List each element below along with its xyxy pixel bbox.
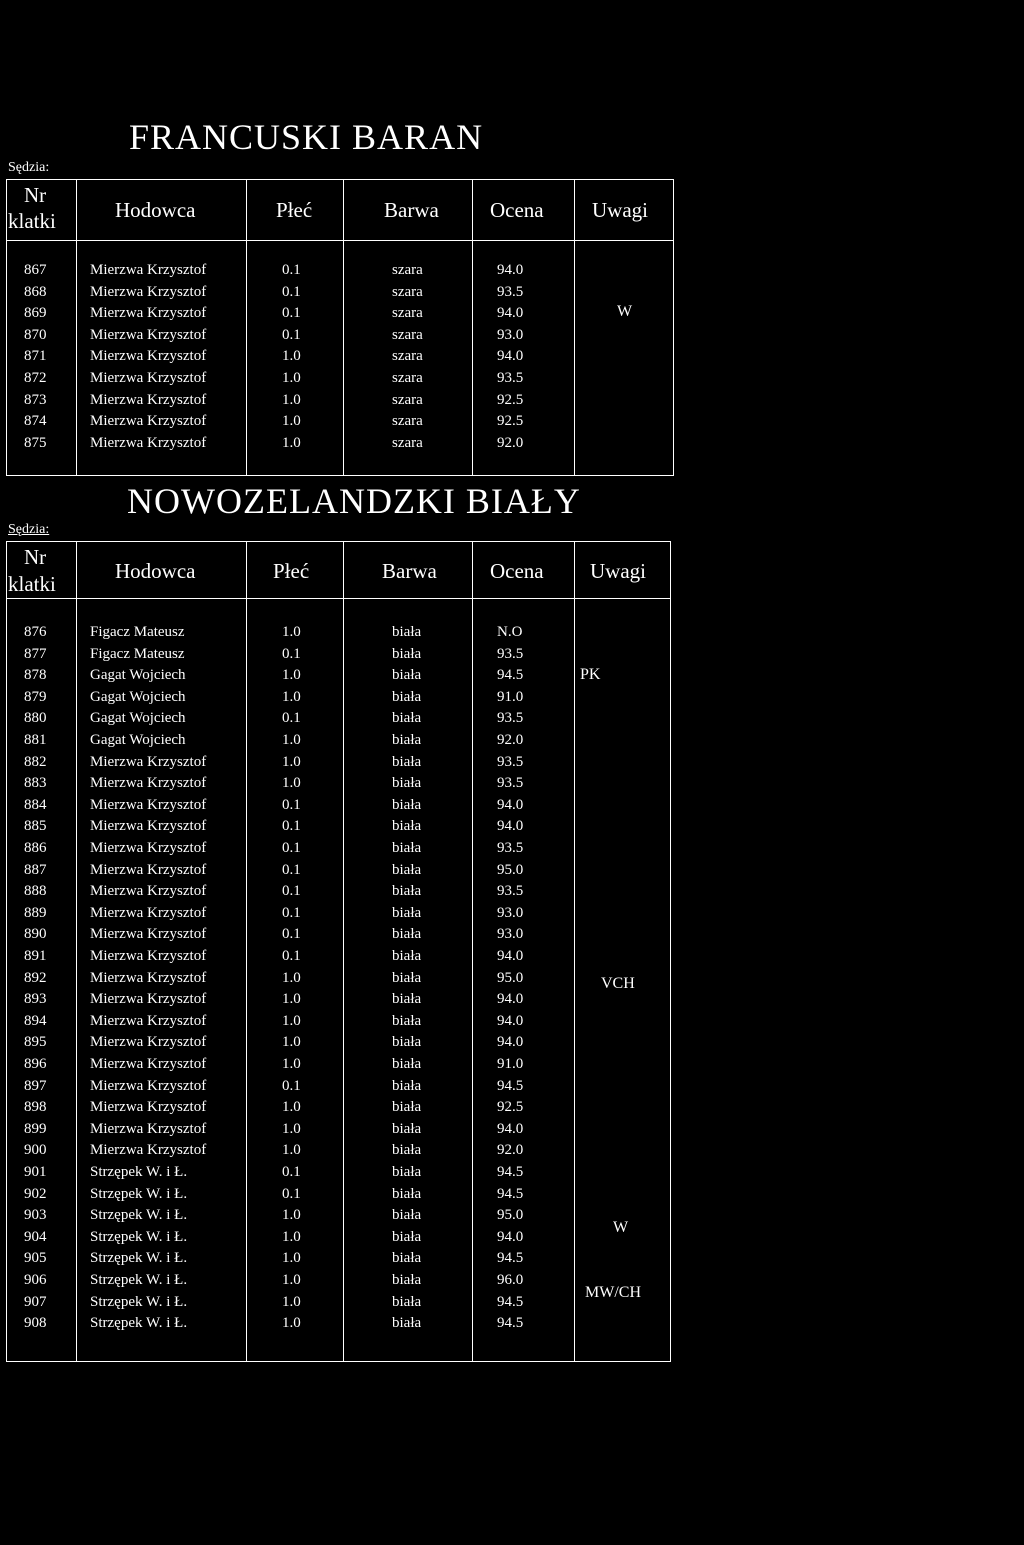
section2-header-klatki: klatki (8, 572, 56, 596)
score-cell: 94.0 (497, 262, 524, 278)
cage-number-cell: 888 (24, 883, 47, 900)
color-cell: biała (392, 1207, 422, 1224)
section1-header-breeder: Hodowca (115, 198, 196, 222)
breeder-cell: Mierzwa Krzysztof (90, 1120, 207, 1137)
breeder-cell: Mierzwa Krzysztof (90, 262, 207, 278)
section2-judge-label: Sędzia: (8, 522, 50, 537)
color-cell: biała (392, 645, 422, 662)
score-cell: 93.0 (497, 926, 524, 943)
section1-header-klatki: klatki (8, 209, 56, 233)
cage-number-cell: 885 (24, 818, 47, 835)
color-cell: biała (392, 883, 422, 900)
color-cell: biała (392, 1012, 422, 1029)
cage-number-cell: 907 (24, 1293, 47, 1310)
table-row (0, 838, 672, 860)
sex-cell: 0.1 (282, 926, 301, 943)
table-row (0, 665, 672, 687)
sex-cell: 1.0 (282, 1228, 301, 1245)
table-row (0, 1313, 672, 1335)
breeder-cell: Mierzwa Krzysztof (90, 904, 207, 921)
score-cell: 94.0 (497, 348, 524, 365)
breeder-cell: Strzępek W. i Ł. (90, 1315, 188, 1332)
sex-cell: 0.1 (282, 1164, 301, 1180)
color-cell: szara (392, 262, 423, 278)
table-row (0, 433, 672, 455)
color-cell: szara (392, 413, 423, 430)
cage-number-cell: 883 (24, 775, 47, 792)
color-cell: szara (392, 370, 423, 386)
score-cell: 94.5 (497, 667, 524, 684)
section2-note-mwch: MW/CH (585, 1284, 641, 1301)
score-cell: N.O (497, 624, 523, 640)
table-row (0, 1054, 672, 1076)
sex-cell: 1.0 (282, 991, 301, 1008)
sex-cell: 1.0 (282, 1099, 301, 1116)
table-row (0, 946, 672, 968)
cage-number-cell: 893 (24, 991, 47, 1008)
cage-number-cell: 906 (24, 1272, 47, 1288)
sex-cell: 1.0 (282, 1034, 301, 1051)
score-cell: 94.0 (497, 1120, 524, 1137)
table-row (0, 282, 672, 304)
cage-number-cell: 879 (24, 688, 47, 705)
breeder-cell: Mierzwa Krzysztof (90, 348, 207, 365)
color-cell: biała (392, 1272, 422, 1288)
cage-number-cell: 900 (24, 1142, 47, 1159)
color-cell: szara (392, 391, 423, 408)
sex-cell: 1.0 (282, 348, 301, 365)
color-cell: biała (392, 1034, 422, 1051)
score-cell: 91.0 (497, 688, 524, 705)
score-cell: 93.5 (497, 753, 524, 770)
score-cell: 93.0 (497, 904, 524, 921)
breeder-cell: Strzępek W. i Ł. (90, 1185, 188, 1202)
breeder-cell: Strzępek W. i Ł. (90, 1164, 188, 1180)
section2-header-color: Barwa (382, 559, 437, 583)
section1-header-notes: Uwagi (592, 198, 648, 222)
score-cell: 94.0 (497, 818, 524, 835)
cage-number-cell: 886 (24, 840, 47, 856)
table-row (0, 303, 672, 325)
color-cell: biała (392, 796, 422, 813)
breeder-cell: Mierzwa Krzysztof (90, 840, 207, 856)
score-cell: 94.5 (497, 1185, 524, 1202)
sex-cell: 1.0 (282, 1293, 301, 1310)
score-cell: 94.0 (497, 991, 524, 1008)
color-cell: biała (392, 753, 422, 770)
section2-header-nr: Nr (24, 545, 47, 569)
breeder-cell: Strzępek W. i Ł. (90, 1293, 188, 1310)
table-row (0, 1076, 672, 1098)
table-row (0, 1205, 672, 1227)
score-cell: 92.0 (497, 1142, 524, 1159)
sex-cell: 0.1 (282, 904, 301, 921)
color-cell: szara (392, 283, 423, 300)
cage-number-cell: 875 (24, 434, 47, 451)
cage-number-cell: 884 (24, 796, 47, 813)
score-cell: 92.5 (497, 413, 524, 430)
table-row (0, 1140, 672, 1162)
table-row (0, 795, 672, 817)
sex-cell: 0.1 (282, 262, 301, 278)
breeder-cell: Figacz Mateusz (90, 624, 185, 640)
sex-cell: 1.0 (282, 969, 301, 986)
table-row (0, 903, 672, 925)
section2-note-vch: VCH (601, 975, 635, 992)
table-row (0, 1227, 672, 1249)
breeder-cell: Mierzwa Krzysztof (90, 283, 207, 300)
cage-number-cell: 880 (24, 710, 47, 727)
color-cell: szara (392, 305, 423, 322)
breeder-cell: Mierzwa Krzysztof (90, 861, 207, 878)
color-cell: biała (392, 710, 422, 727)
table-row (0, 1248, 672, 1270)
section2-header-notes: Uwagi (590, 559, 646, 583)
color-cell: biała (392, 1228, 422, 1245)
sex-cell: 1.0 (282, 688, 301, 705)
breeder-cell: Mierzwa Krzysztof (90, 326, 207, 343)
section1-judge-label: Sędzia: (8, 160, 50, 175)
table-row (0, 881, 672, 903)
table-row (0, 1184, 672, 1206)
score-cell: 94.0 (497, 948, 524, 964)
cage-number-cell: 882 (24, 753, 47, 770)
table-row (0, 816, 672, 838)
sex-cell: 1.0 (282, 370, 301, 386)
cage-number-cell: 871 (24, 348, 47, 365)
breeder-cell: Mierzwa Krzysztof (90, 753, 207, 770)
table-row (0, 773, 672, 795)
table-row (0, 390, 672, 412)
cage-number-cell: 904 (24, 1228, 47, 1245)
table-row (0, 860, 672, 882)
score-cell: 95.0 (497, 861, 524, 878)
breeder-cell: Mierzwa Krzysztof (90, 796, 207, 813)
score-cell: 93.5 (497, 775, 524, 792)
breeder-cell: Mierzwa Krzysztof (90, 391, 207, 408)
color-cell: biała (392, 1120, 422, 1137)
cage-number-cell: 908 (24, 1315, 47, 1332)
cage-number-cell: 872 (24, 370, 47, 386)
sex-cell: 1.0 (282, 1207, 301, 1224)
sex-cell: 1.0 (282, 1272, 301, 1288)
sex-cell: 0.1 (282, 948, 301, 964)
breeder-cell: Mierzwa Krzysztof (90, 370, 207, 386)
color-cell: szara (392, 326, 423, 343)
sex-cell: 0.1 (282, 1077, 301, 1094)
score-cell: 96.0 (497, 1272, 524, 1288)
table-row (0, 346, 672, 368)
cage-number-cell: 898 (24, 1099, 47, 1116)
table-row (0, 325, 672, 347)
breeder-cell: Mierzwa Krzysztof (90, 305, 207, 322)
color-cell: biała (392, 1056, 422, 1072)
cage-number-cell: 892 (24, 969, 47, 986)
table-row (0, 644, 672, 666)
cage-number-cell: 890 (24, 926, 47, 943)
breeder-cell: Mierzwa Krzysztof (90, 969, 207, 986)
cage-number-cell: 903 (24, 1207, 47, 1224)
cage-number-cell: 894 (24, 1012, 47, 1029)
score-cell: 93.5 (497, 840, 524, 856)
sex-cell: 0.1 (282, 840, 301, 856)
table-row (0, 1119, 672, 1141)
section2-title: NOWOZELANDZKI BIAŁY (127, 481, 581, 521)
section2-header-breeder: Hodowca (115, 559, 196, 583)
score-cell: 94.5 (497, 1077, 524, 1094)
table-row (0, 1097, 672, 1119)
color-cell: biała (392, 969, 422, 986)
sex-cell: 1.0 (282, 1056, 301, 1072)
table-row (0, 260, 672, 282)
sex-cell: 1.0 (282, 1315, 301, 1332)
score-cell: 95.0 (497, 969, 524, 986)
color-cell: szara (392, 434, 423, 451)
breeder-cell: Mierzwa Krzysztof (90, 926, 207, 943)
score-cell: 93.5 (497, 370, 524, 386)
section2-header-divider (7, 598, 670, 599)
sex-cell: 0.1 (282, 305, 301, 322)
breeder-cell: Strzępek W. i Ł. (90, 1207, 188, 1224)
breeder-cell: Mierzwa Krzysztof (90, 883, 207, 900)
score-cell: 92.5 (497, 1099, 524, 1116)
table-row (0, 924, 672, 946)
color-cell: biała (392, 775, 422, 792)
color-cell: biała (392, 1099, 422, 1116)
cage-number-cell: 868 (24, 283, 47, 300)
sex-cell: 1.0 (282, 1012, 301, 1029)
sex-cell: 0.1 (282, 796, 301, 813)
breeder-cell: Mierzwa Krzysztof (90, 948, 207, 964)
table-row (0, 368, 672, 390)
sex-cell: 1.0 (282, 753, 301, 770)
table-row (0, 1270, 672, 1292)
table-row (0, 1162, 672, 1184)
table-row (0, 968, 672, 990)
cage-number-cell: 901 (24, 1164, 47, 1180)
color-cell: biała (392, 667, 422, 684)
color-cell: biała (392, 1315, 422, 1332)
color-cell: biała (392, 1250, 422, 1267)
score-cell: 94.0 (497, 796, 524, 813)
score-cell: 94.5 (497, 1293, 524, 1310)
color-cell: biała (392, 732, 422, 748)
sex-cell: 1.0 (282, 413, 301, 430)
cage-number-cell: 899 (24, 1120, 47, 1137)
table-row (0, 708, 672, 730)
score-cell: 93.5 (497, 283, 524, 300)
section1-header-color: Barwa (384, 198, 439, 222)
score-cell: 93.5 (497, 645, 524, 662)
score-cell: 94.5 (497, 1164, 524, 1180)
table-row (0, 1032, 672, 1054)
score-cell: 95.0 (497, 1207, 524, 1224)
score-cell: 92.0 (497, 434, 524, 451)
breeder-cell: Mierzwa Krzysztof (90, 1056, 207, 1072)
sex-cell: 1.0 (282, 732, 301, 748)
score-cell: 94.0 (497, 1034, 524, 1051)
sex-cell: 0.1 (282, 883, 301, 900)
cage-number-cell: 873 (24, 391, 47, 408)
breeder-cell: Strzępek W. i Ł. (90, 1250, 188, 1267)
cage-number-cell: 874 (24, 413, 47, 430)
sex-cell: 0.1 (282, 861, 301, 878)
table-row (0, 730, 672, 752)
cage-number-cell: 870 (24, 326, 47, 343)
breeder-cell: Mierzwa Krzysztof (90, 1034, 207, 1051)
color-cell: biała (392, 1164, 422, 1180)
breeder-cell: Mierzwa Krzysztof (90, 1142, 207, 1159)
cage-number-cell: 878 (24, 667, 47, 684)
color-cell: biała (392, 840, 422, 856)
score-cell: 92.0 (497, 732, 524, 748)
breeder-cell: Mierzwa Krzysztof (90, 991, 207, 1008)
sex-cell: 0.1 (282, 1185, 301, 1202)
score-cell: 93.5 (497, 710, 524, 727)
score-cell: 94.0 (497, 305, 524, 322)
breeder-cell: Mierzwa Krzysztof (90, 413, 207, 430)
color-cell: biała (392, 624, 422, 640)
color-cell: biała (392, 688, 422, 705)
color-cell: biała (392, 948, 422, 964)
color-cell: biała (392, 818, 422, 835)
breeder-cell: Gagat Wojciech (90, 667, 186, 684)
color-cell: biała (392, 1185, 422, 1202)
breeder-cell: Strzępek W. i Ł. (90, 1272, 188, 1288)
cage-number-cell: 881 (24, 732, 47, 748)
cage-number-cell: 905 (24, 1250, 47, 1267)
sex-cell: 1.0 (282, 391, 301, 408)
section1-header-nr: Nr (24, 183, 47, 207)
sex-cell: 0.1 (282, 710, 301, 727)
sex-cell: 1.0 (282, 775, 301, 792)
breeder-cell: Mierzwa Krzysztof (90, 434, 207, 451)
section2-header-score: Ocena (490, 559, 544, 583)
sex-cell: 1.0 (282, 1250, 301, 1267)
sex-cell: 1.0 (282, 1142, 301, 1159)
table-row (0, 989, 672, 1011)
breeder-cell: Strzępek W. i Ł. (90, 1228, 188, 1245)
section1-note-w: W (617, 303, 633, 320)
breeder-cell: Mierzwa Krzysztof (90, 818, 207, 835)
breeder-cell: Gagat Wojciech (90, 688, 186, 705)
color-cell: biała (392, 1293, 422, 1310)
score-cell: 93.5 (497, 883, 524, 900)
sex-cell: 0.1 (282, 818, 301, 835)
sex-cell: 1.0 (282, 434, 301, 451)
score-cell: 94.0 (497, 1012, 524, 1029)
section1-header-sex: Płeć (276, 198, 313, 222)
cage-number-cell: 897 (24, 1077, 47, 1094)
table-row (0, 752, 672, 774)
cage-number-cell: 889 (24, 904, 47, 921)
sex-cell: 0.1 (282, 283, 301, 300)
section2-note-w: W (613, 1219, 629, 1236)
sex-cell: 1.0 (282, 624, 301, 640)
sex-cell: 0.1 (282, 645, 301, 662)
score-cell: 94.0 (497, 1228, 524, 1245)
table-row (0, 1011, 672, 1033)
table-row (0, 622, 672, 644)
cage-number-cell: 869 (24, 305, 47, 322)
breeder-cell: Mierzwa Krzysztof (90, 1012, 207, 1029)
score-cell: 92.5 (497, 391, 524, 408)
table-row (0, 687, 672, 709)
breeder-cell: Mierzwa Krzysztof (90, 1099, 207, 1116)
cage-number-cell: 887 (24, 861, 47, 878)
cage-number-cell: 896 (24, 1056, 47, 1072)
breeder-cell: Gagat Wojciech (90, 710, 186, 727)
section2-note-pk: PK (580, 666, 601, 683)
color-cell: szara (392, 348, 423, 365)
sex-cell: 1.0 (282, 667, 301, 684)
color-cell: biała (392, 1142, 422, 1159)
cage-number-cell: 876 (24, 624, 47, 640)
cage-number-cell: 877 (24, 645, 47, 662)
breeder-cell: Mierzwa Krzysztof (90, 1077, 207, 1094)
color-cell: biała (392, 926, 422, 943)
sex-cell: 1.0 (282, 1120, 301, 1137)
table-row (0, 411, 672, 433)
score-cell: 94.5 (497, 1315, 524, 1332)
cage-number-cell: 902 (24, 1185, 47, 1202)
color-cell: biała (392, 1077, 422, 1094)
breeder-cell: Mierzwa Krzysztof (90, 775, 207, 792)
section1-header-score: Ocena (490, 198, 544, 222)
cage-number-cell: 895 (24, 1034, 47, 1051)
color-cell: biała (392, 991, 422, 1008)
color-cell: biała (392, 861, 422, 878)
section2-header-sex: Płeć (273, 559, 310, 583)
breeder-cell: Figacz Mateusz (90, 645, 185, 662)
sex-cell: 0.1 (282, 326, 301, 343)
cage-number-cell: 891 (24, 948, 47, 964)
cage-number-cell: 867 (24, 262, 47, 278)
score-cell: 93.0 (497, 326, 524, 343)
score-cell: 91.0 (497, 1056, 524, 1072)
score-cell: 94.5 (497, 1250, 524, 1267)
color-cell: biała (392, 904, 422, 921)
table-row (0, 1292, 672, 1314)
section1-title: FRANCUSKI BARAN (129, 117, 484, 157)
breeder-cell: Gagat Wojciech (90, 732, 186, 748)
